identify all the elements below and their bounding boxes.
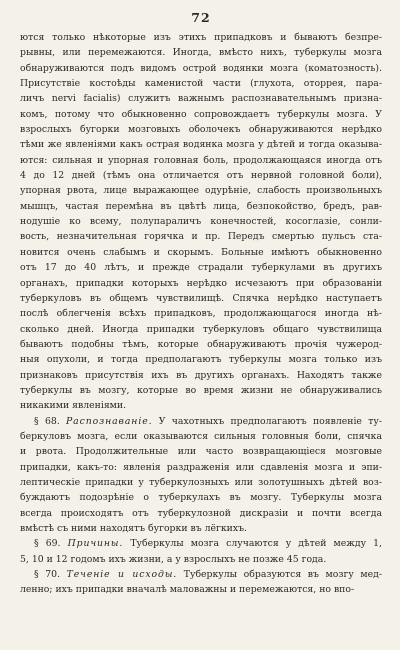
text-line: вость, незначительная горячка и пр. Передъ смертью пульсъ ста- <box>20 231 382 243</box>
section-number: § 70. <box>34 569 67 581</box>
paragraph <box>20 536 382 567</box>
section-text: Туберкулы мозга случаются у дѣтей между 1, <box>123 538 382 550</box>
text-line: ленно; ихъ припадки вначалѣ маловажны и перемежаются, но впо- <box>20 584 355 596</box>
text-line: туберкуловъ въ общемъ чувствилищѣ. Спячка нерѣдко наступаетъ <box>20 292 382 304</box>
text-line <box>20 414 382 429</box>
text-line: бываютъ подобны тѣмъ, которые обнаруживаютъ прочія чужерод- <box>20 338 382 350</box>
section-heading: Теченіе и исходы. <box>66 569 178 581</box>
section-heading: Причины. <box>67 538 124 550</box>
text-line: признаковъ присутствія ихъ въ другихъ органахъ. Находятъ также <box>20 369 382 381</box>
text-line: всегда происходятъ отъ туберкулозной дискразіи и почти всегда <box>20 507 382 519</box>
text-line: припадки, какъ-то: явленія раздраженія или сдавленія мозга и эпи- <box>20 461 382 473</box>
text-line: и рвота. Продолжительные или часто возвращающіеся мозговые <box>20 446 382 458</box>
text-line: ныя опухоли, и тогда предполагаютъ туберкулы мозга только изъ <box>20 354 382 366</box>
text-line: взрослыхъ бугорки мозговыхъ оболочекъ обнаруживаются нерѣдко <box>20 124 382 136</box>
text-line: Присутствіе костоѣды каменистой части (глухота, оторрея, пара- <box>20 78 382 90</box>
text-line: органахъ, припадки которыхъ нерѣдко исчезаютъ при образованіи <box>20 277 382 289</box>
text-line: личъ nervi facialis) служитъ важнымъ распознавательнымъ призна- <box>20 93 382 105</box>
section-heading: Распознаваніе. <box>66 415 153 427</box>
text-line: новится очень слабымъ и скорымъ. Больные имѣютъ обыкновенно <box>20 246 382 258</box>
text-line: никакими явленіями. <box>20 400 127 412</box>
text-line <box>20 536 382 551</box>
text-line: мышцъ, частая перемѣна въ цвѣтѣ лица, безпокойство, бредъ, рав- <box>20 200 382 212</box>
text-line: ются: сильная и упорная головная боль, продолжающаяся иногда отъ <box>20 154 382 166</box>
section-text: У чахотныхъ предполагаютъ появленіе ту- <box>152 415 382 427</box>
text-line: лептическіе припадки у туберкулозныхъ или золотушныхъ дѣтей воз- <box>20 476 382 488</box>
text-line: комъ, потому что обыкновенно сопровождаетъ туберкулы мозга. У <box>20 108 382 120</box>
text-line <box>20 567 382 582</box>
text-line: послѣ облегченія всѣхъ припадковъ, продолжающагося иногда нѣ- <box>20 308 382 320</box>
text-line: 4 до 12 дней (тѣмъ она отличается отъ нервной головной боли), <box>20 170 382 182</box>
text-line: тѣми же явленіями какъ острая водянка мозга у дѣтей и тогда оказыва- <box>20 139 382 151</box>
section-number: § 69. <box>34 538 68 550</box>
text-line: обнаруживаются подъ видомъ острой водянки мозга (коматозность). <box>20 62 382 74</box>
text-line: беркуловъ мозга, если оказываются сильныя головныя боли, спячка <box>20 430 382 442</box>
text-line: туберкулы въ мозгу, которые во время жизни не обнаруживались <box>20 384 382 396</box>
section-number: § 68. <box>34 415 67 427</box>
text-line: нодушіе ко всему, полупараличъ конечностей, косоглазіе, сонли- <box>20 216 382 228</box>
paragraph <box>20 567 382 598</box>
text-line: отъ 17 до 40 лѣтъ, и прежде страдали туберкулами въ другихъ <box>20 262 382 274</box>
text-line: 5, 10 и 12 годомъ ихъ жизни, а у взрослыхъ не позже 45 года. <box>20 553 327 565</box>
page-text <box>20 30 382 598</box>
text-line: сколько дней. Иногда припадки туберкуловъ общаго чувствилища <box>20 323 382 335</box>
paragraph <box>20 414 382 537</box>
page-number: 72 <box>191 10 211 25</box>
text-line: буждаютъ подозрѣніе о туберкулахъ въ мозгу. Туберкулы мозга <box>20 492 382 504</box>
paragraph <box>20 30 382 414</box>
text-line: упорная рвота, лице выражающее одурѣніе, слабость произвольныхъ <box>20 185 382 197</box>
text-line: рывны, или перемежаются. Иногда, вмѣсто нихъ, туберкулы мозга <box>20 47 382 59</box>
text-line: ются только нѣкоторые изъ этихъ припадковъ и бываютъ безпре- <box>20 32 382 43</box>
text-line: вмѣстѣ съ ними находятъ бугорки въ лёгкихъ. <box>20 523 247 534</box>
section-text: Туберкулы образуются въ мозгу мед- <box>177 569 382 581</box>
